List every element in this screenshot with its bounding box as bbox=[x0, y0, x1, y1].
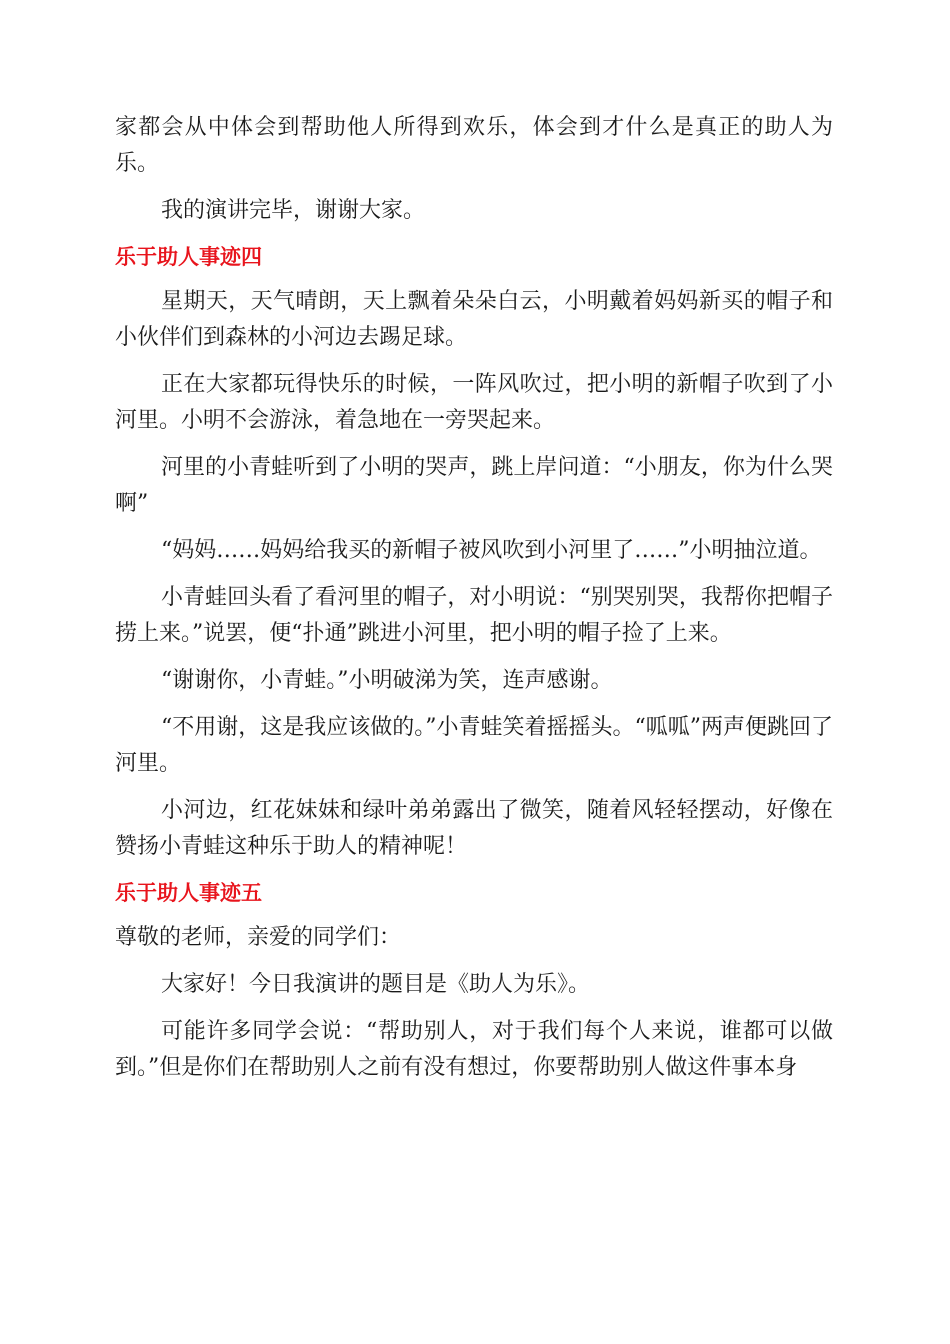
paragraph: “妈妈……妈妈给我买的新帽子被风吹到小河里了……”小明抽泣道。 bbox=[161, 538, 822, 563]
paragraph: 小青蛙回头看了看河里的帽子，对小明说：“别哭别哭，我帮你把帽子捞上来。”说罢，便“扑通”跳进小河里，把小明的帽子捡了上来。 bbox=[115, 585, 833, 646]
paragraph: “不用谢，这是我应该做的。”小青蛙笑着摇摇头。“呱呱”两声便跳回了河里。 bbox=[115, 715, 833, 776]
paragraph: 我的演讲完毕，谢谢大家。 bbox=[161, 198, 426, 223]
paragraph: 正在大家都玩得快乐的时候，一阵风吹过，把小明的新帽子吹到了小河里。小明不会游泳，着急地在一旁哭起来。 bbox=[115, 372, 833, 433]
section-heading: 乐于助人事迹五 bbox=[115, 881, 262, 905]
document-body bbox=[115, 110, 833, 1097]
paragraph: 可能许多同学会说：“帮助别人，对于我们每个人来说，谁都可以做到。”但是你们在帮助别人之前有没有想过，你要帮助别人做这件事本身 bbox=[115, 1019, 833, 1080]
paragraph: 星期天，天气晴朗，天上飘着朵朵白云，小明戴着妈妈新买的帽子和小伙伴们到森林的小河边去踢足球。 bbox=[115, 289, 833, 350]
paragraph: “谢谢你，小青蛙。”小明破涕为笑，连声感谢。 bbox=[161, 668, 613, 693]
paragraph: 尊敬的老师，亲爱的同学们： bbox=[115, 925, 402, 950]
paragraph: 家都会从中体会到帮助他人所得到欢乐，体会到才什么是真正的助人为乐。 bbox=[115, 115, 833, 176]
section-heading: 乐于助人事迹四 bbox=[115, 245, 262, 269]
paragraph: 小河边，红花妹妹和绿叶弟弟露出了微笑，随着风轻轻摆动，好像在赞扬小青蛙这种乐于助人的精神呢！ bbox=[115, 798, 833, 859]
paragraph: 大家好！今日我演讲的题目是《助人为乐》。 bbox=[161, 972, 591, 997]
paragraph: 河里的小青蛙听到了小明的哭声，跳上岸问道：“小朋友，你为什么哭啊” bbox=[115, 455, 833, 516]
